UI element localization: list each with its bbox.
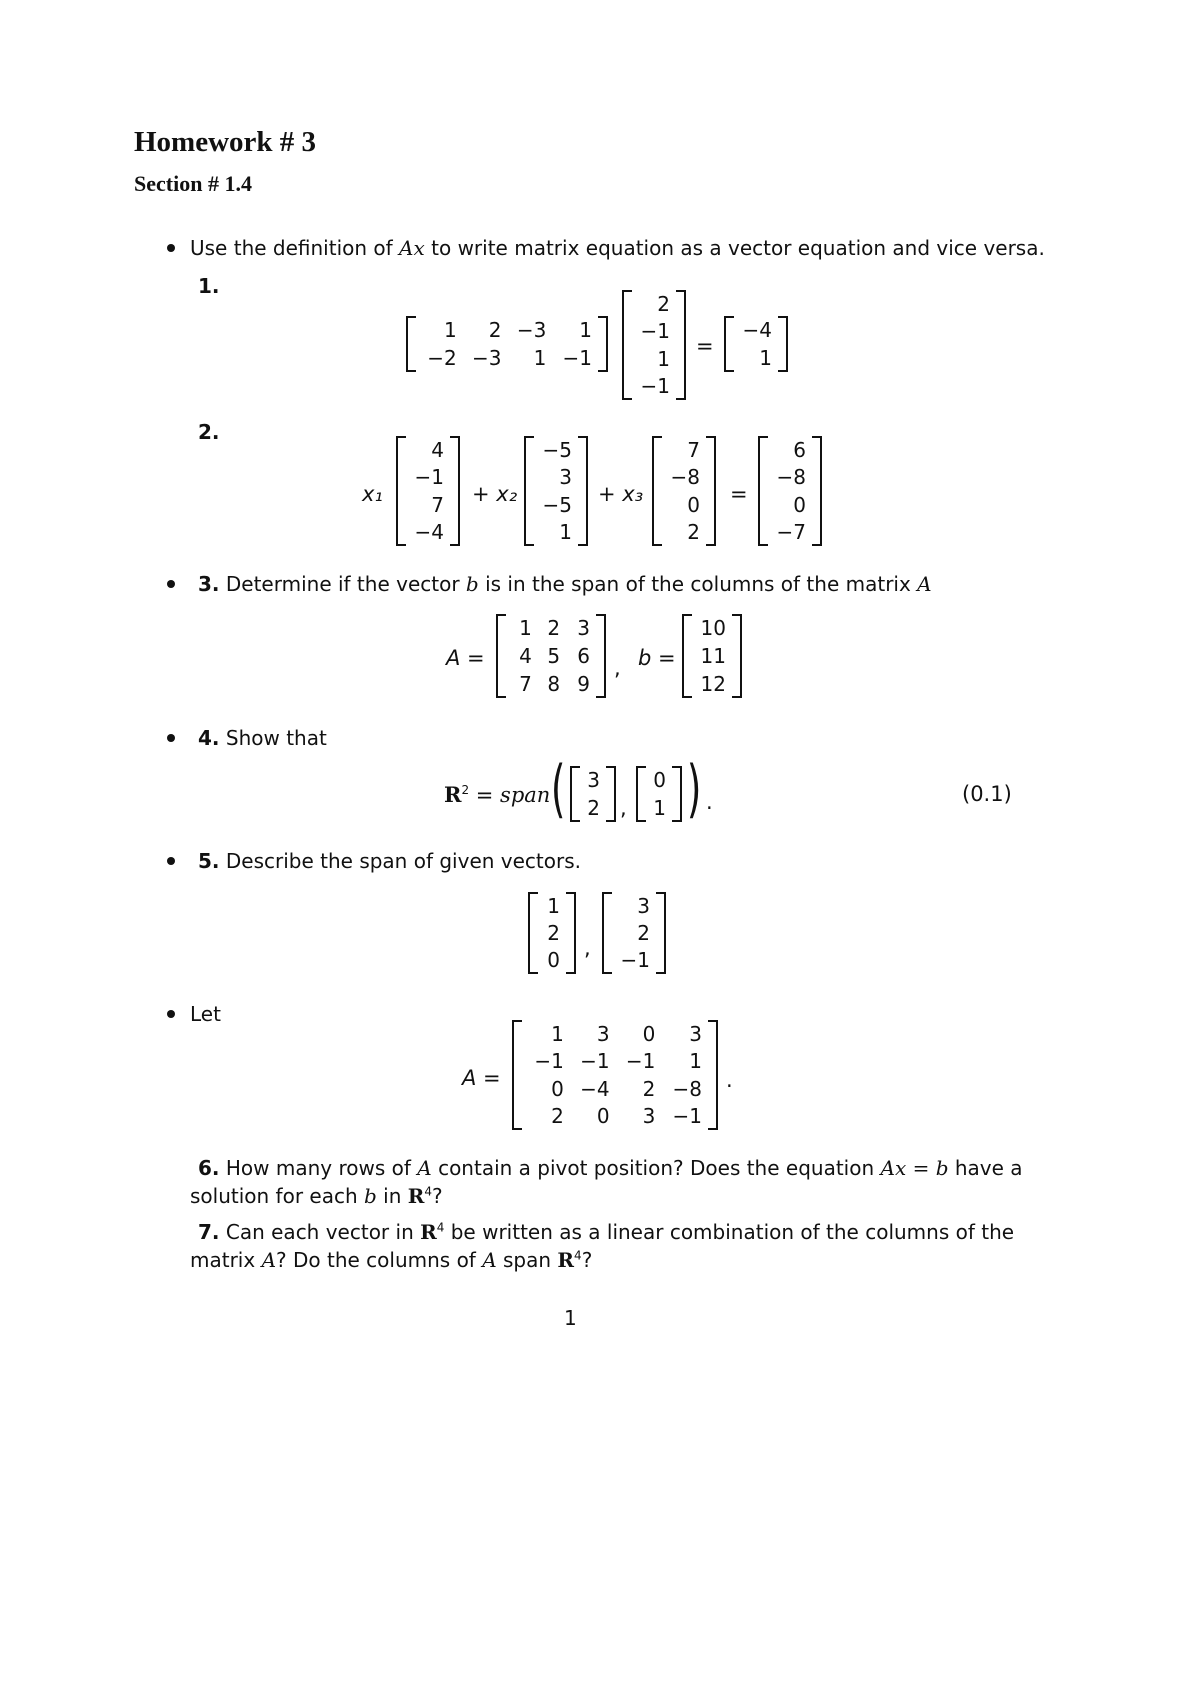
matrix-entry: 2 [637,920,650,945]
page-number: 1 [564,1306,577,1330]
matrix-entry: 0 [653,768,666,792]
matrix-entry: 6 [577,644,590,668]
matrix-entry: 3 [587,768,600,792]
question-mark: ? [581,1248,593,1272]
matrix-entry: 1 [657,346,670,371]
problem-5-vector-2 [602,892,666,974]
problem-2-label: 2. [198,420,220,444]
matrix-entry: 1 [551,1021,564,1046]
matrix-entry: −4 [580,1076,610,1101]
matrix-entry: 2 [687,520,700,545]
matrix-entry: −1 [580,1049,610,1074]
matrix-entry: 3 [689,1021,702,1046]
matrix-entry: 6 [793,437,806,462]
problem-1-vector-x [622,290,686,400]
r4-superscript: 4 [436,1220,445,1235]
matrix-entry: 1 [759,346,772,370]
right-bracket [732,614,742,698]
matrix-entry: −8 [670,465,700,490]
matrix-entry: −1 [562,346,592,370]
problem-1-vector-b [724,316,788,372]
matrix-entry: 7 [519,672,532,696]
vector-b-lhs: b = [638,646,676,670]
r4-superscript: 4 [424,1184,433,1199]
matrix-entry: 0 [687,492,700,517]
right-bracket [706,436,716,546]
intro-text-a: Use the definition of [190,236,400,260]
matrix-entry: 1 [443,318,457,342]
coef-x3: + x₃ [598,482,644,506]
matrix-entry: 3 [596,1021,610,1046]
problem-7-label: 7. [198,1220,220,1244]
matrix-entry: 1 [519,616,532,640]
problem-5-statement: Describe the span of given vectors. [225,849,581,873]
comma: , [620,796,627,820]
vector-b: b [364,1184,377,1208]
problem-7-text-b: be written as a linear combination of the columns of the [444,1220,1015,1244]
problem-1-matrix-a [406,316,608,372]
matrix-entry: −2 [427,346,457,370]
right-bracket [596,614,606,698]
problem-2-vector-2 [524,436,588,546]
matrix-entry: 1 [689,1049,702,1074]
matrix-a-symbol: A [417,1156,432,1180]
matrix-entry: −3 [472,346,502,370]
right-bracket [708,1020,718,1130]
r4-symbol: R [407,1184,425,1208]
matrix-a-lhs: A = [446,646,485,670]
right-bracket [656,892,666,974]
matrix-entry: −1 [640,319,670,344]
problem-3-text [198,572,932,596]
let-matrix-a [512,1020,718,1130]
problem-3-vector-b [682,614,742,698]
matrix-entry: 0 [793,492,806,517]
matrix-entry: 0 [551,1076,564,1101]
right-bracket [812,436,822,546]
problem-7-text-a: Can each vector in [225,1220,421,1244]
intro-text [190,236,1045,260]
matrix-entry: −5 [542,492,572,517]
coef-x2: + x₂ [472,482,518,506]
problem-5-label: 5. [198,849,220,873]
right-bracket [450,436,460,546]
problem-5-text [198,849,581,873]
matrix-entry: −3 [516,318,547,342]
bullet-icon [167,1010,175,1018]
matrix-entry: 2 [642,1076,656,1101]
problem-5-vector-1 [528,892,576,974]
equals-sign: = [730,482,748,506]
matrix-a-symbol: A [482,1248,497,1272]
problem-4-text [198,726,327,750]
intro-math: Ax [399,236,425,260]
section-heading: Section # 1.4 [134,171,252,196]
problem-4-label: 4. [198,726,220,750]
matrix-entry: 1 [653,796,666,820]
problem-6-text-e: in [376,1184,408,1208]
right-paren: ) [686,752,702,825]
problem-2-vector-3 [652,436,716,546]
matrix-entry: 7 [687,437,700,462]
matrix-entry: −1 [534,1049,564,1074]
problem-4-vector-2 [636,766,682,822]
problem-6-text-c: have a [948,1156,1023,1180]
matrix-entry: 2 [657,291,670,316]
bullet-icon [167,244,175,252]
problem-2-vector-1 [396,436,460,546]
problem-6-text-a: How many rows of [225,1156,418,1180]
problem-4-statement: Show that [225,726,327,750]
matrix-entry: −5 [542,437,572,462]
comma: , [584,936,591,960]
matrix-entry: −8 [776,465,806,490]
matrix-entry: −8 [672,1076,702,1101]
span-word: span [500,783,551,807]
period: . [726,1068,733,1092]
page-title: Homework # 3 [134,126,317,158]
matrix-entry: −4 [742,318,772,342]
problem-6-line-1 [198,1156,1023,1180]
comma: , [614,656,621,680]
matrix-entry: −1 [414,465,444,490]
matrix-entry: −1 [620,948,650,973]
problem-7-line-2 [190,1248,592,1272]
problem-6-text-b: contain a pivot position? Does the equation [431,1156,881,1180]
problem-3-text-a: Determine if the vector [225,572,466,596]
matrix-entry: 3 [559,465,572,490]
matrix-entry: 0 [547,948,560,973]
matrix-entry: 5 [547,644,561,668]
problem-1-label: 1. [198,274,220,298]
matrix-entry: 11 [700,644,726,668]
problem-7-text-d: ? Do the columns of [276,1248,483,1272]
period: . [706,790,713,814]
right-bracket [606,766,616,822]
right-bracket [578,436,588,546]
right-bracket [598,316,608,372]
matrix-entry: 2 [547,616,561,640]
problem-3-matrix-a [496,614,606,698]
right-bracket [566,892,576,974]
matrix-entry: −1 [640,374,670,399]
right-bracket [676,290,686,400]
matrix-entry: −1 [672,1104,702,1129]
matrix-a-symbol: A [917,572,932,596]
matrix-entry: 2 [587,796,600,820]
matrix-entry: 8 [547,672,561,696]
matrix-a-lhs: A = [462,1066,501,1090]
bullet-icon [167,580,175,588]
problem-7-text-c: matrix [190,1248,262,1272]
left-paren: ( [550,752,566,825]
matrix-entry: 7 [431,492,444,517]
matrix-entry: 1 [533,346,547,370]
matrix-entry: 4 [431,437,444,462]
matrix-a-symbol: A [261,1248,277,1272]
matrix-entry: −4 [414,520,444,545]
coef-x1: x₁ [362,482,383,506]
right-bracket [778,316,788,372]
equals-sign: = [696,334,714,358]
matrix-entry: 3 [577,616,590,640]
r4-symbol: R [557,1248,575,1272]
problem-4-vector-1 [570,766,616,822]
vector-b: b [465,572,479,596]
matrix-entry: 2 [551,1104,564,1129]
matrix-entry: 3 [642,1104,656,1129]
problem-3-label: 3. [198,572,220,596]
r2-symbol: R [444,782,462,807]
matrix-entry: 2 [488,318,502,342]
matrix-entry: −7 [776,520,806,545]
matrix-entry: 1 [559,520,572,545]
problem-7-text-e: span [496,1248,558,1272]
problem-3-text-b: is in the span of the columns of the matrix [478,572,918,596]
let-text: Let [190,1002,221,1026]
bullet-icon [167,857,175,865]
matrix-entry: 0 [596,1104,610,1129]
matrix-entry: 3 [637,893,650,918]
matrix-entry: 2 [547,920,560,945]
question-mark: ? [432,1184,443,1208]
matrix-entry: 0 [642,1021,656,1046]
intro-text-b: to write matrix equation as a vector equation and vice versa. [424,236,1045,260]
matrix-entry: 12 [700,672,726,696]
problem-7-line-1 [198,1220,1014,1244]
matrix-entry: 4 [519,644,532,668]
problem-6-line-2 [190,1184,443,1208]
matrix-entry: 1 [579,318,592,342]
r4-superscript: 4 [574,1248,582,1263]
matrix-entry: −1 [625,1049,656,1074]
matrix-entry: 10 [700,616,726,640]
r2-superscript: 2 [461,783,470,797]
problem-2-vector-rhs [758,436,822,546]
right-bracket [672,766,682,822]
r4-symbol: R [420,1220,437,1244]
equation-number: (0.1) [962,782,1012,806]
equation-ax-b: Ax = b [880,1156,949,1180]
matrix-entry: 9 [577,672,590,696]
problem-6-text-d: solution for each [190,1184,365,1208]
matrix-entry: 1 [547,893,560,918]
r2-span-equation: $R^2$ = span [444,782,551,807]
bullet-icon [167,734,175,742]
problem-6-label: 6. [198,1156,220,1180]
